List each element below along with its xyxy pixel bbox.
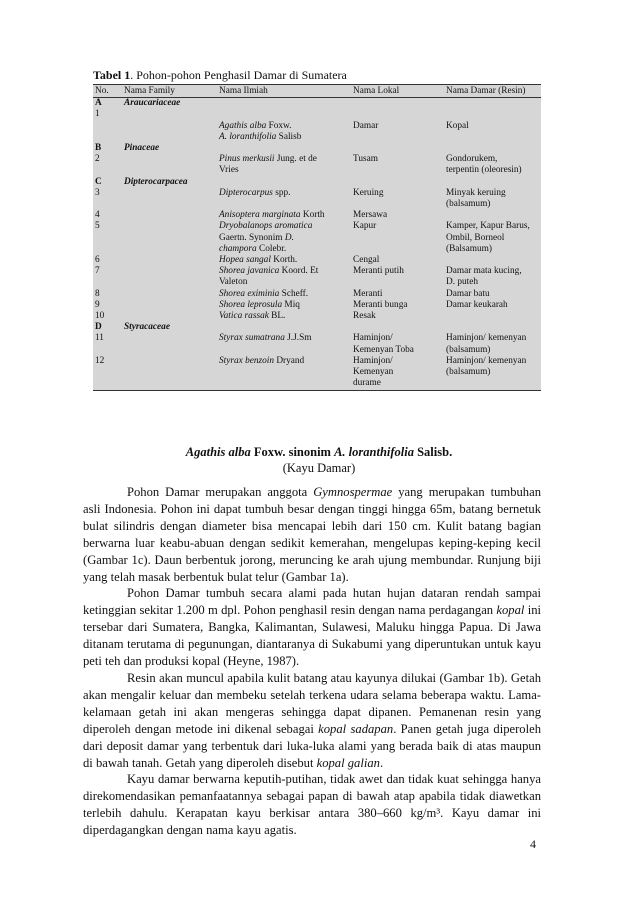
family-row: [93, 143, 541, 154]
italic-text: champora: [219, 243, 257, 254]
family-cell: [122, 333, 217, 355]
table-row: [93, 109, 541, 143]
family-cell: [122, 356, 217, 391]
row-number: 5: [95, 221, 100, 232]
family-row: [93, 98, 541, 110]
family-cell: [122, 255, 217, 266]
header-scientific-name: Nama Ilmiah: [217, 85, 351, 98]
resin-name: [444, 210, 541, 221]
scientific-name: Dipterocarpus spp.: [219, 187, 291, 198]
section-title: [0, 444, 638, 476]
family-letter: C: [95, 176, 102, 187]
family-cell: [122, 154, 217, 176]
row-number: 12: [93, 356, 122, 391]
italic-text: Styrax benzoin: [219, 355, 274, 366]
scientific-name: Dryobalanops aromatica Gaertn. Synonim D. champora Colebr.: [219, 221, 313, 254]
cell: [217, 322, 351, 333]
body-text: [83, 484, 541, 839]
row-number: 10: [95, 311, 105, 322]
local-name: Mersawa: [353, 210, 388, 221]
italic-text: Gymnospermae: [313, 485, 393, 499]
italic-text: A. loranthifolia: [219, 131, 277, 142]
scientific-name: Vatica rassak BL.: [219, 311, 286, 322]
italic-text: D.: [284, 232, 294, 243]
italic-text: kopal galian: [316, 755, 380, 770]
row-number: 11: [95, 333, 104, 344]
family-cell: [122, 311, 217, 322]
italic-text: Dryobalanops aromatica: [219, 221, 313, 232]
table-row: [93, 188, 541, 210]
section-title-common-name: (Kayu Damar): [282, 461, 356, 475]
italic-text: Shorea leprosula: [219, 299, 283, 310]
table-row: [93, 210, 541, 221]
resin-name: Haminjon/ kemenyan (balsamum): [444, 356, 541, 391]
row-number: 2: [95, 154, 100, 165]
table-row: [93, 266, 541, 288]
table-header-row: [93, 85, 541, 98]
header-local-name: Nama Lokal: [351, 85, 444, 98]
cell: [217, 98, 351, 110]
family-name: Dipterocarpacea: [124, 176, 188, 187]
paragraph: Pohon Damar tumbuh secara alami pada hutan hujan dataran rendah sampai ketinggian sekitar 1.200 m dpl. Pohon penghasil resin dengan nama perdagangan kopal ini tersebar dari Sumatera, Bangka, Kalimantan, Sulawesi, Maluku hingga Papua. Di Jawa ditanam terutama di pegunungan, diantaranya di Sukabumi yang diperuntukan untuk kayu peti teh dan produksi kopal (Heyne, 1987).: [83, 586, 541, 669]
scientific-name: Shorea javanica Koord. Et Valeton: [219, 266, 319, 288]
family-letter: A: [95, 98, 102, 109]
table-body: [93, 98, 541, 391]
family-cell: [122, 210, 217, 221]
family-letter: B: [95, 143, 102, 154]
local-name: Cengal: [353, 255, 380, 266]
italic-text: Pinus merkusii: [219, 154, 275, 165]
row-number: 6: [95, 255, 100, 266]
family-cell: [122, 289, 217, 300]
italic-text: kopal: [496, 603, 525, 618]
table-row: [93, 311, 541, 322]
family-row: [93, 322, 541, 333]
family-name: Styracaceae: [124, 322, 170, 333]
table-caption-text: . Pohon-pohon Penghasil Damar di Sumatera: [130, 68, 347, 82]
paragraph: Kayu damar berwarna keputih-putihan, tidak awet dan tidak kuat sehingga hanya direkomendasikan pemanfaatannya sebagai papan di bawah atap apabila tidak diawetkan terlebih dahulu. Kerapatan kayu berkisar antara 380–660 kg/m³. Kayu damar ini diperdagangkan dengan nama kayu agatis.: [83, 772, 541, 838]
resin-name: Gondorukem, terpentin (oleoresin): [446, 154, 522, 176]
cell: [351, 98, 444, 110]
local-name: Haminjon/ Kemenyan Toba: [353, 333, 414, 355]
family-cell: [122, 109, 217, 143]
italic-text: Agathis alba: [185, 445, 251, 459]
resin-name: [444, 255, 541, 266]
row-number: 7: [95, 266, 100, 277]
table-row: [93, 356, 541, 391]
header-resin-name: Nama Damar (Resin): [444, 85, 541, 98]
table-caption-label: Tabel 1: [93, 68, 131, 82]
italic-text: Vatica rassak: [219, 311, 269, 322]
cell: [351, 143, 444, 154]
cell: [444, 143, 541, 154]
italic-text: Anisoptera marginata: [219, 210, 301, 221]
italic-text: Shorea eximinia: [219, 288, 280, 299]
scientific-name: Styrax benzoin Dryand: [217, 356, 351, 391]
resin-name: Damar batu: [446, 288, 490, 299]
resin-name: Minyak keruing (balsamum): [446, 187, 506, 210]
scientific-name: Styrax sumatrana J.J.Sm: [219, 333, 312, 344]
resin-name: Kamper, Kapur Barus, Ombil, Borneol (Balsamum): [446, 221, 530, 254]
family-name: Araucariaceae: [124, 98, 181, 109]
local-name: Keruing: [353, 187, 384, 198]
row-number: 4: [95, 210, 100, 221]
italic-text: Agathis alba: [219, 120, 267, 131]
local-name: Haminjon/ Kemenyan durame: [351, 356, 444, 391]
cell: [217, 143, 351, 154]
table-row: [93, 221, 541, 255]
table-row: [93, 333, 541, 355]
italic-text: Shorea javanica: [219, 266, 280, 277]
cell: [444, 322, 541, 333]
scientific-name: Anisoptera marginata Korth: [219, 210, 325, 221]
row-number: 8: [95, 288, 100, 299]
scientific-name: Shorea leprosula Miq: [219, 299, 300, 310]
cell: [444, 98, 541, 110]
table-row: [93, 289, 541, 300]
scientific-name: Hopea sangal Korth.: [219, 255, 298, 266]
italic-text: kopal sadapan: [318, 721, 394, 736]
local-name: Damar: [353, 120, 379, 131]
cell: [444, 177, 541, 188]
local-name: Meranti: [353, 288, 383, 299]
resin-name: Damar keukarah: [446, 299, 508, 310]
table-caption: [93, 68, 347, 83]
page-number: 4: [530, 837, 536, 851]
italic-text: Hopea sangal: [219, 255, 271, 266]
family-cell: [122, 188, 217, 210]
local-name: Tusam: [353, 154, 378, 165]
cell: [217, 177, 351, 188]
family-cell: [122, 221, 217, 255]
row-number: 3: [95, 187, 100, 198]
paragraph: Pohon Damar merupakan anggota Gymnospermae yang merupakan tumbuhan asli Indonesia. Pohon ini dapat tumbuh besar dengan tinggi hingga 65m, batang bernetuk bulat silindris dengan diameter bisa mencapai lebih dari 150 cm. Kulit batang bagian berwarna luar keabu-abuan dengan sedikit kemerahan, mengelupas keping-keping kecil (Gambar 1c). Daun berbentuk jorong, meruncing ke arah ujung membundar. Runjung biji yang telah masak berbentuk bulat telur (Gambar 1a).: [83, 485, 541, 584]
row-number: 1: [95, 109, 100, 120]
cell: [351, 322, 444, 333]
family-row: [93, 177, 541, 188]
italic-text: Styrax sumatrana: [219, 333, 285, 344]
local-name: Kapur: [353, 221, 377, 232]
cell: [351, 177, 444, 188]
resin-name: [444, 311, 541, 322]
family-name: Pinaceae: [124, 143, 160, 154]
resin-name: Haminjon/ kemenyan (balsamum): [446, 333, 527, 355]
local-name: Meranti bunga: [353, 299, 408, 310]
family-letter: D: [95, 322, 102, 333]
resin-name: Damar mata kucing, D. puteh: [446, 266, 522, 288]
resin-trees-table: [93, 84, 541, 391]
paragraph: Resin akan muncul apabila kulit batang atau kayunya dilukai (Gambar 1b). Getah akan mengalir keluar dan membeku setelah terkena udara selama beberapa waktu. Lama-kelamaan getah ini akan mengeras sehingga dapat dipanen. Pemanenan resin yang diperoleh dengan metode ini dikenal sebagai kopal sadapan. Panen getah juga diperoleh dari deposit damar yang terbentuk dari luka-luka alami yang berada baik di atas maupun di bawah tanah. Getah yang diperoleh disebut kopal galian.: [83, 670, 541, 770]
local-name: Resak: [353, 311, 376, 322]
row-number: 9: [95, 299, 100, 310]
scientific-name: Agathis alba Foxw. A. loranthifolia Salisb: [219, 120, 302, 142]
italic-text: Dipterocarpus: [219, 187, 273, 198]
table-row: [93, 255, 541, 266]
table-row: [93, 300, 541, 311]
scientific-name: Pinus merkusii Jung. et de Vries: [219, 154, 317, 176]
header-family: Nama Family: [122, 85, 217, 98]
section-title-species: Agathis alba Foxw. sinonim A. loranthifolia Salisb.: [185, 445, 453, 459]
header-no: No.: [93, 85, 122, 98]
italic-text: A. loranthifolia: [334, 445, 414, 459]
family-cell: [122, 266, 217, 288]
scientific-name: Shorea eximinia Scheff.: [219, 288, 309, 299]
resin-name: Kopal: [446, 120, 469, 131]
table-row: [93, 154, 541, 176]
local-name: Meranti putih: [353, 266, 404, 277]
family-cell: [122, 300, 217, 311]
